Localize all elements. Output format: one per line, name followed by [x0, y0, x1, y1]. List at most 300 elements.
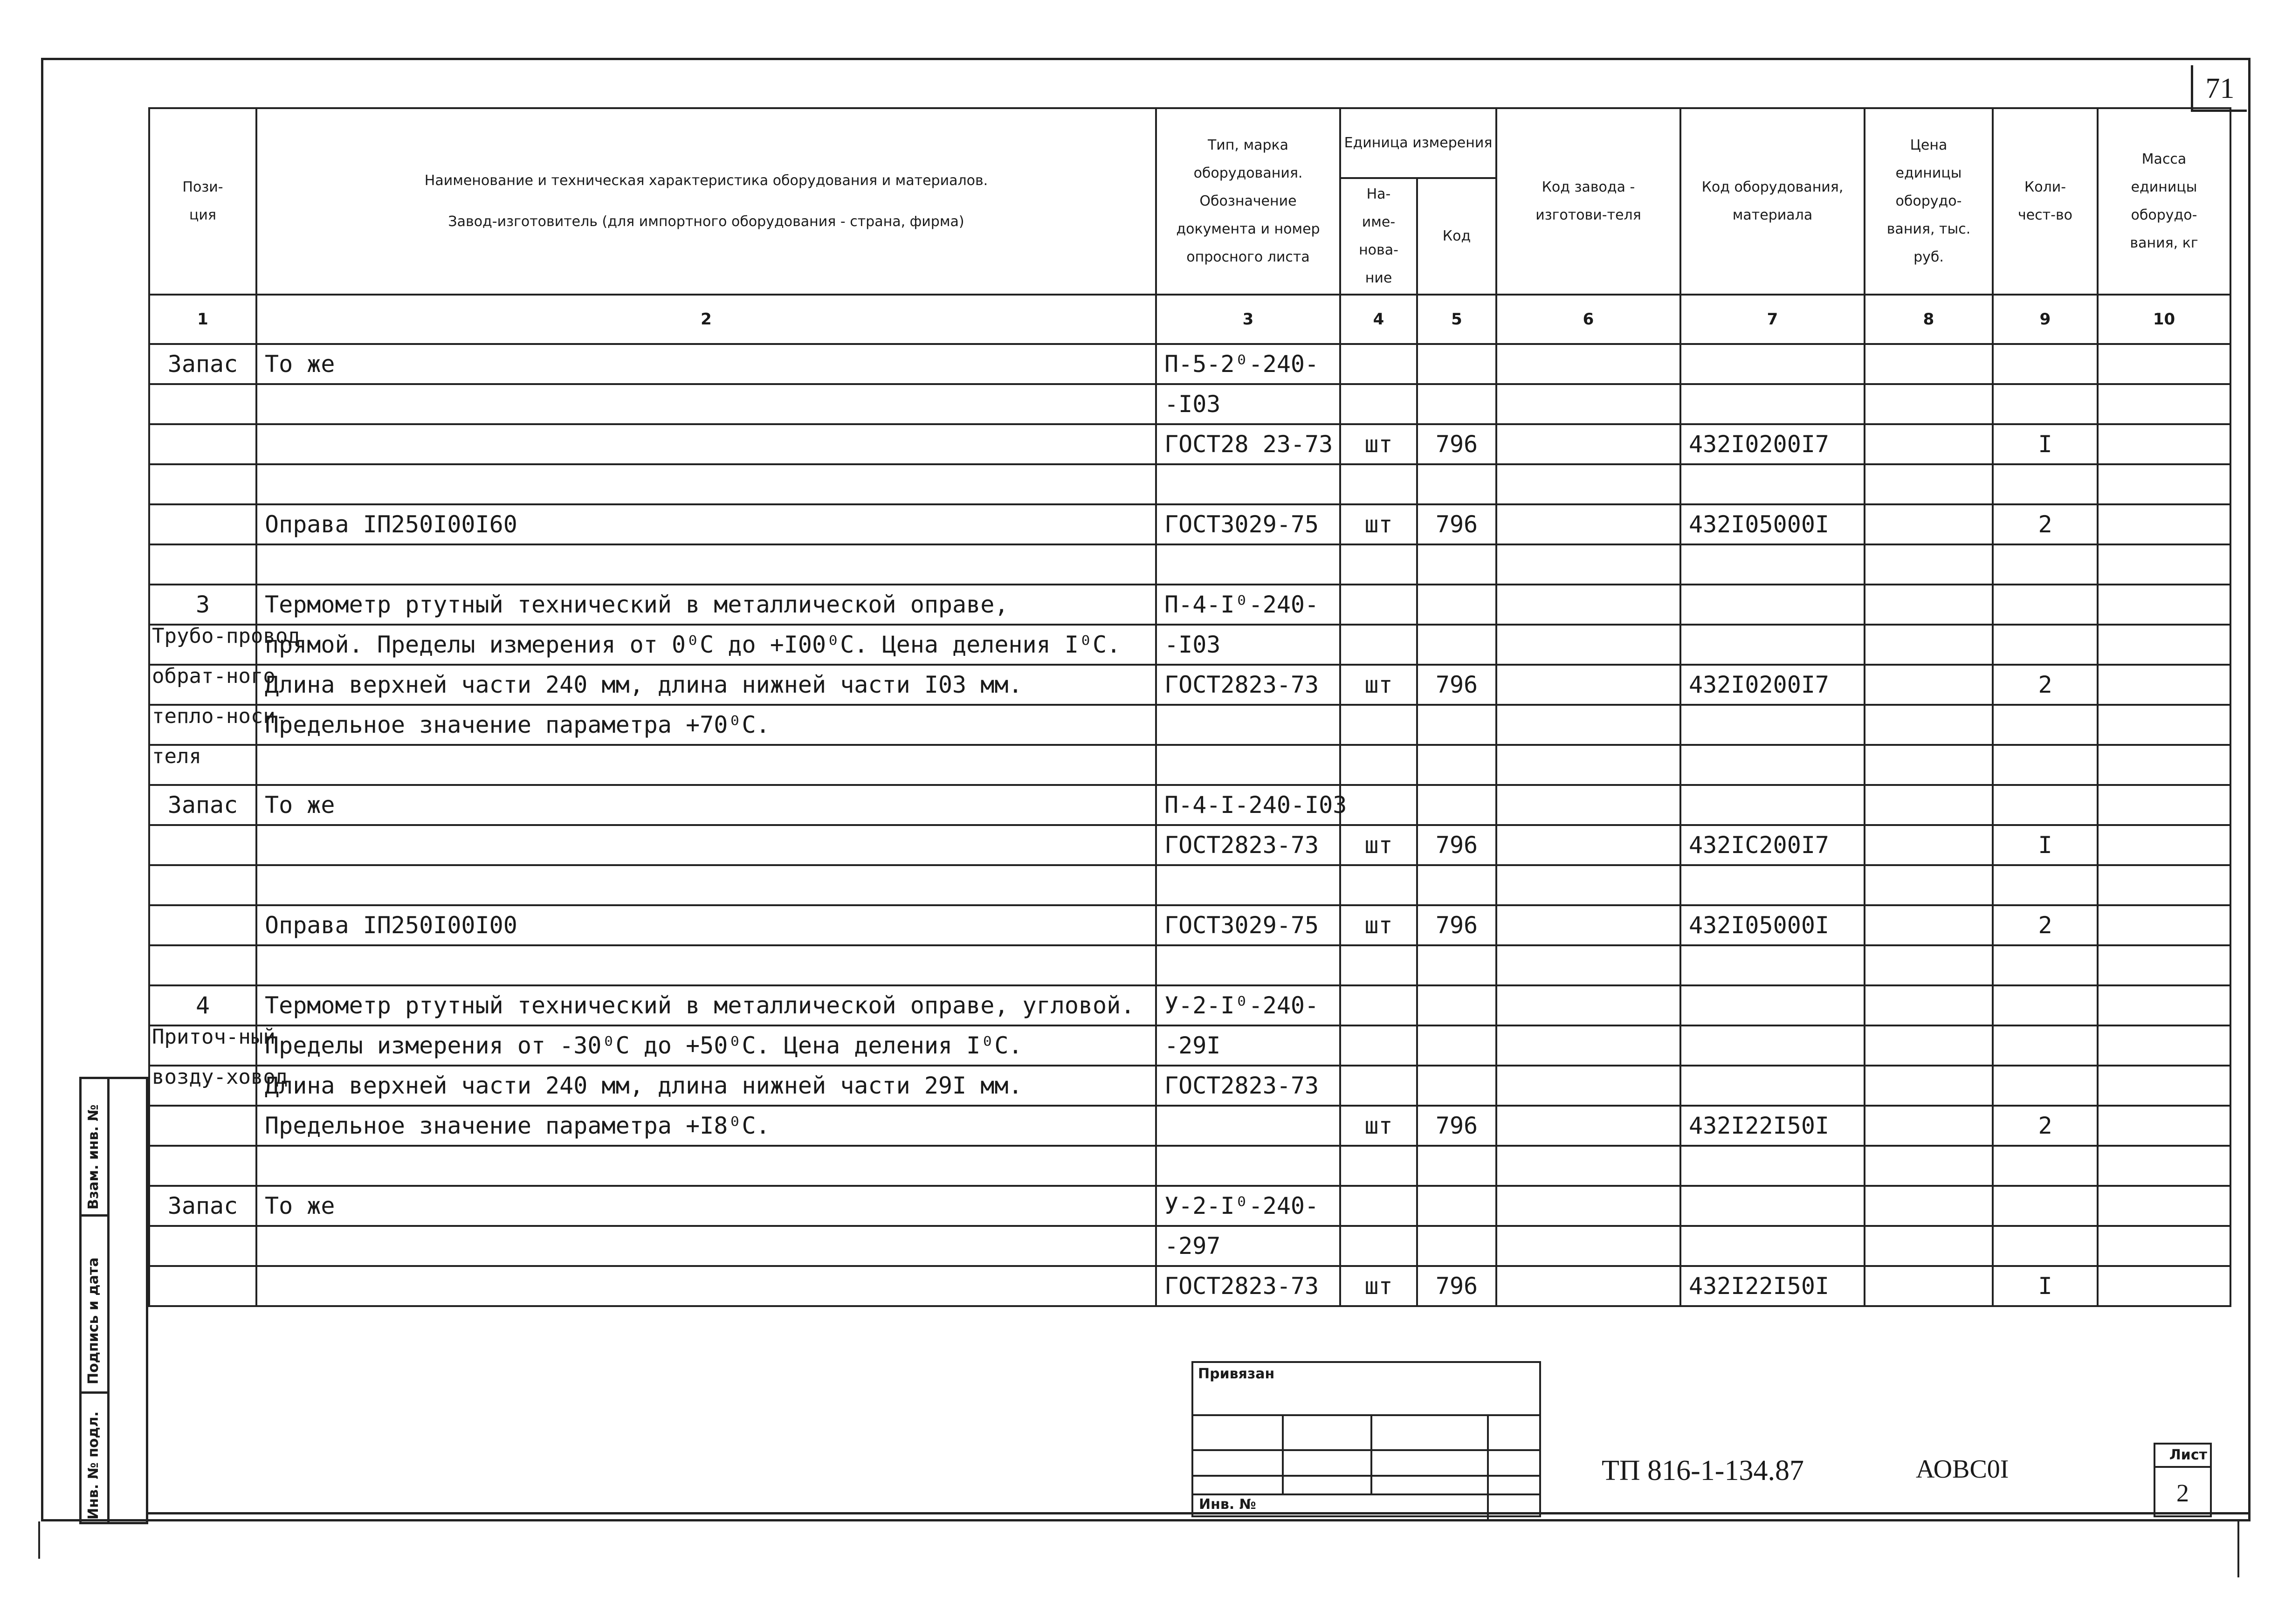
table-row [149, 1066, 2230, 1106]
unit-name-cell [1340, 1186, 1417, 1226]
name-cell [256, 865, 1156, 905]
table-row [149, 865, 2230, 905]
header-name-line2: Завод-изготовитель (для импортного оборудования - страна, фирма) [448, 213, 964, 230]
unit-code-cell [1417, 745, 1496, 785]
table-row [149, 825, 2230, 865]
unit-name-cell [1340, 585, 1417, 625]
quantity-cell [1993, 344, 2098, 384]
unit-code-cell: 796 [1417, 825, 1496, 865]
mass-cell [2098, 504, 2230, 544]
side-cell-replace [82, 1079, 110, 1214]
unit-code-cell [1417, 464, 1496, 504]
binding-stamp [1191, 1361, 1541, 1517]
type-cell: ГОСТ3029-75 [1156, 905, 1340, 945]
column-number-row [149, 295, 2230, 344]
type-cell: ГОСТ2823-73 [1156, 665, 1340, 705]
table-row [149, 945, 2230, 985]
unit-name-cell: шт [1340, 424, 1417, 464]
factory-code-cell [1496, 665, 1680, 705]
table-row [149, 1186, 2230, 1226]
factory-code-cell [1496, 705, 1680, 745]
unit-name-cell [1340, 1146, 1417, 1186]
stamp-title: Привязан [1198, 1366, 1275, 1382]
frame-tick [38, 1521, 40, 1559]
factory-code-cell [1496, 825, 1680, 865]
mass-cell [2098, 705, 2230, 745]
unit-code-cell: 796 [1417, 905, 1496, 945]
header-unit-group: Единица измерения [1340, 108, 1496, 178]
factory-code-cell [1496, 384, 1680, 424]
unit-name-cell [1340, 705, 1417, 745]
quantity-cell [1993, 985, 2098, 1025]
name-cell: То же [256, 1186, 1156, 1226]
table-row [149, 344, 2230, 384]
factory-code-cell [1496, 1146, 1680, 1186]
name-cell: То же [256, 785, 1156, 825]
header-mass: Масса единицы оборудо-вания, кг [2098, 108, 2230, 295]
name-cell: прямой. Пределы измерения от 0⁰С до +I00⁰С. Цена деления I⁰С. [256, 625, 1156, 665]
column-number: 6 [1496, 295, 1680, 344]
position-cell: 3 [149, 585, 256, 625]
unit-name-cell [1340, 464, 1417, 504]
name-cell: Пределы измерения от -30⁰С до +50⁰С. Цена деления I⁰С. [256, 1025, 1156, 1066]
stamp-inventory-label: Инв. № [1199, 1496, 1256, 1513]
name-cell: Термометр ртутный технический в металлической оправе, [256, 585, 1156, 625]
material-code-cell [1680, 745, 1865, 785]
quantity-cell: I [1993, 825, 2098, 865]
position-cell [149, 1266, 256, 1306]
factory-code-cell [1496, 1186, 1680, 1226]
material-code-cell: 432I05000I [1680, 504, 1865, 544]
factory-code-cell [1496, 1226, 1680, 1266]
header-unit-code: Код [1417, 178, 1496, 295]
table-row [149, 985, 2230, 1025]
mass-cell [2098, 1025, 2230, 1066]
side-stamp-strip [79, 1077, 148, 1524]
price-cell [1865, 544, 1993, 585]
material-code-cell: 432I0200I7 [1680, 424, 1865, 464]
quantity-cell [1993, 745, 2098, 785]
price-cell [1865, 344, 1993, 384]
mass-cell [2098, 945, 2230, 985]
column-number: 8 [1865, 295, 1993, 344]
material-code-cell [1680, 1186, 1865, 1226]
factory-code-cell [1496, 905, 1680, 945]
material-code-cell [1680, 945, 1865, 985]
mass-cell [2098, 1186, 2230, 1226]
name-cell: Предельное значение параметра +I8⁰С. [256, 1106, 1156, 1146]
name-cell [256, 1226, 1156, 1266]
factory-code-cell [1496, 785, 1680, 825]
mass-cell [2098, 985, 2230, 1025]
unit-code-cell [1417, 1146, 1496, 1186]
table-row [149, 585, 2230, 625]
price-cell [1865, 585, 1993, 625]
unit-code-cell [1417, 384, 1496, 424]
price-cell [1865, 1146, 1993, 1186]
table-row [149, 785, 2230, 825]
table-row [149, 665, 2230, 705]
price-cell [1865, 745, 1993, 785]
price-cell [1865, 1025, 1993, 1066]
position-cell [149, 865, 256, 905]
factory-code-cell [1496, 464, 1680, 504]
unit-name-cell [1340, 344, 1417, 384]
price-cell [1865, 825, 1993, 865]
price-cell [1865, 1186, 1993, 1226]
column-number: 4 [1340, 295, 1417, 344]
quantity-cell [1993, 384, 2098, 424]
quantity-cell: 2 [1993, 665, 2098, 705]
name-cell: Длина верхней части 240 мм, длина нижней части 29I мм. [256, 1066, 1156, 1106]
position-cell: обрат-ного [149, 665, 256, 705]
column-number: 1 [149, 295, 256, 344]
factory-code-cell [1496, 585, 1680, 625]
name-cell [256, 384, 1156, 424]
factory-code-cell [1496, 985, 1680, 1025]
header-price: Цена единицы оборудо-вания, тыс. руб. [1865, 108, 1993, 295]
factory-code-cell [1496, 1025, 1680, 1066]
name-cell [256, 825, 1156, 865]
quantity-cell [1993, 544, 2098, 585]
type-cell [1156, 865, 1340, 905]
unit-name-cell: шт [1340, 1266, 1417, 1306]
document-code: ТП 816-1-134.87 [1602, 1455, 1804, 1486]
stamp-line [1370, 1414, 1372, 1493]
price-cell [1865, 905, 1993, 945]
mass-cell [2098, 1266, 2230, 1306]
table-row [149, 1266, 2230, 1306]
type-cell [1156, 1146, 1340, 1186]
column-number: 9 [1993, 295, 2098, 344]
factory-code-cell [1496, 945, 1680, 985]
position-cell [149, 464, 256, 504]
type-cell [1156, 464, 1340, 504]
header-unit-name: На-име-нова-ние [1340, 178, 1417, 295]
side-cell-inventory [82, 1391, 110, 1522]
material-code-cell [1680, 1025, 1865, 1066]
unit-name-cell [1340, 1025, 1417, 1066]
type-cell [1156, 945, 1340, 985]
position-cell [149, 905, 256, 945]
unit-name-cell [1340, 865, 1417, 905]
factory-code-cell [1496, 344, 1680, 384]
unit-code-cell [1417, 544, 1496, 585]
price-cell [1865, 1266, 1993, 1306]
price-cell [1865, 384, 1993, 424]
side-label-signature: Подпись и дата [85, 1257, 102, 1384]
mass-cell [2098, 585, 2230, 625]
unit-code-cell: 796 [1417, 424, 1496, 464]
type-cell: У-2-I⁰-240- [1156, 985, 1340, 1025]
material-code-cell [1680, 384, 1865, 424]
material-code-cell [1680, 544, 1865, 585]
position-cell [149, 825, 256, 865]
unit-code-cell: 796 [1417, 1266, 1496, 1306]
sheet-number: 2 [2176, 1479, 2189, 1507]
header-position: Пози- ция [149, 108, 256, 295]
name-cell [256, 745, 1156, 785]
unit-code-cell [1417, 344, 1496, 384]
stamp-line [1487, 1414, 1489, 1519]
name-cell: Оправа IП250I00I00 [256, 905, 1156, 945]
price-cell [1865, 1226, 1993, 1266]
quantity-cell [1993, 1186, 2098, 1226]
sheet-label: Лист [2155, 1445, 2210, 1468]
quantity-cell [1993, 625, 2098, 665]
mass-cell [2098, 1146, 2230, 1186]
column-number: 2 [256, 295, 1156, 344]
unit-name-cell [1340, 745, 1417, 785]
unit-code-cell [1417, 1066, 1496, 1106]
name-cell: То же [256, 344, 1156, 384]
frame-tick [2237, 1521, 2239, 1577]
quantity-cell [1993, 1226, 2098, 1266]
position-cell: возду-ховод [149, 1066, 256, 1106]
material-code-cell [1680, 785, 1865, 825]
unit-code-cell [1417, 1226, 1496, 1266]
name-cell [256, 424, 1156, 464]
mass-cell [2098, 865, 2230, 905]
material-code-cell [1680, 585, 1865, 625]
mass-cell [2098, 905, 2230, 945]
table-row [149, 384, 2230, 424]
material-code-cell [1680, 865, 1865, 905]
type-cell: -I03 [1156, 384, 1340, 424]
position-cell [149, 1226, 256, 1266]
material-code-cell [1680, 344, 1865, 384]
price-cell [1865, 865, 1993, 905]
unit-code-cell: 796 [1417, 665, 1496, 705]
equipment-specification-table [148, 107, 2231, 1307]
type-cell [1156, 705, 1340, 745]
unit-code-cell [1417, 585, 1496, 625]
name-cell: Предельное значение параметра +70⁰С. [256, 705, 1156, 745]
price-cell [1865, 665, 1993, 705]
mass-cell [2098, 1066, 2230, 1106]
quantity-cell: 2 [1993, 504, 2098, 544]
type-cell: П-4-I-240-I03 [1156, 785, 1340, 825]
quantity-cell [1993, 585, 2098, 625]
column-number: 3 [1156, 295, 1340, 344]
type-cell: ГОСТ3029-75 [1156, 504, 1340, 544]
mass-cell [2098, 544, 2230, 585]
quantity-cell [1993, 705, 2098, 745]
unit-code-cell [1417, 985, 1496, 1025]
type-cell [1156, 1106, 1340, 1146]
unit-name-cell [1340, 544, 1417, 585]
material-code-cell [1680, 1226, 1865, 1266]
quantity-cell [1993, 865, 2098, 905]
name-cell [256, 1266, 1156, 1306]
unit-name-cell: шт [1340, 825, 1417, 865]
table-row [149, 705, 2230, 745]
table-row [149, 424, 2230, 464]
price-cell [1865, 424, 1993, 464]
table-row [149, 1226, 2230, 1266]
table-row [149, 464, 2230, 504]
mass-cell [2098, 384, 2230, 424]
price-cell [1865, 1066, 1993, 1106]
table-row [149, 625, 2230, 665]
material-code-cell [1680, 1066, 1865, 1106]
table-row [149, 905, 2230, 945]
unit-code-cell [1417, 625, 1496, 665]
table-row [149, 504, 2230, 544]
factory-code-cell [1496, 625, 1680, 665]
quantity-cell: 2 [1993, 905, 2098, 945]
price-cell [1865, 1106, 1993, 1146]
type-cell: -29I [1156, 1025, 1340, 1066]
table-row [149, 1106, 2230, 1146]
column-number: 7 [1680, 295, 1865, 344]
table-row [149, 1146, 2230, 1186]
material-code-cell: 432I22I50I [1680, 1266, 1865, 1306]
mass-cell [2098, 424, 2230, 464]
name-cell [256, 544, 1156, 585]
position-cell [149, 504, 256, 544]
factory-code-cell [1496, 1106, 1680, 1146]
mass-cell [2098, 464, 2230, 504]
unit-name-cell [1340, 985, 1417, 1025]
material-code-cell [1680, 625, 1865, 665]
position-cell: Запас [149, 785, 256, 825]
price-cell [1865, 464, 1993, 504]
type-cell: ГОСТ2823-73 [1156, 825, 1340, 865]
unit-code-cell: 796 [1417, 1106, 1496, 1146]
factory-code-cell [1496, 544, 1680, 585]
factory-code-cell [1496, 424, 1680, 464]
position-cell [149, 1146, 256, 1186]
table-body [149, 295, 2230, 1306]
mass-cell [2098, 745, 2230, 785]
type-cell: У-2-I⁰-240- [1156, 1186, 1340, 1226]
side-cell-signature [82, 1214, 110, 1391]
type-cell: ГОСТ2823-73 [1156, 1266, 1340, 1306]
header-material-code: Код оборудования, материала [1680, 108, 1865, 295]
type-cell: П-5-2⁰-240- [1156, 344, 1340, 384]
unit-name-cell: шт [1340, 665, 1417, 705]
position-cell: Приточ-ный [149, 1025, 256, 1066]
header-factory-code: Код завода - изготови-теля [1496, 108, 1680, 295]
price-cell [1865, 625, 1993, 665]
unit-code-cell: 796 [1417, 504, 1496, 544]
price-cell [1865, 945, 1993, 985]
quantity-cell: I [1993, 1266, 2098, 1306]
unit-code-cell [1417, 1025, 1496, 1066]
name-cell: Длина верхней части 240 мм, длина нижней части I03 мм. [256, 665, 1156, 705]
mass-cell [2098, 1226, 2230, 1266]
material-code-cell [1680, 464, 1865, 504]
quantity-cell: 2 [1993, 1106, 2098, 1146]
sheet-number-box [2154, 1443, 2212, 1517]
name-cell: Оправа IП250I00I60 [256, 504, 1156, 544]
position-cell: Запас [149, 344, 256, 384]
material-code-cell: 432I22I50I [1680, 1106, 1865, 1146]
stamp-line [1282, 1414, 1284, 1493]
unit-name-cell: шт [1340, 905, 1417, 945]
unit-name-cell: шт [1340, 1106, 1417, 1146]
side-label-inventory: Инв. № подл. [85, 1411, 102, 1520]
position-cell: теля [149, 745, 256, 785]
side-label-replace: Взам. инв. № [85, 1104, 102, 1210]
page-number-top: 71 [2191, 65, 2247, 112]
factory-code-cell [1496, 745, 1680, 785]
position-cell: тепло-носи- [149, 705, 256, 745]
type-cell [1156, 544, 1340, 585]
name-cell: Термометр ртутный технический в металлической оправе, угловой. [256, 985, 1156, 1025]
mass-cell [2098, 825, 2230, 865]
type-cell: -297 [1156, 1226, 1340, 1266]
table-row [149, 745, 2230, 785]
name-cell [256, 464, 1156, 504]
price-cell [1865, 705, 1993, 745]
unit-code-cell [1417, 1186, 1496, 1226]
factory-code-cell [1496, 1066, 1680, 1106]
quantity-cell [1993, 464, 2098, 504]
price-cell [1865, 985, 1993, 1025]
type-cell: ГОСТ2823-73 [1156, 1066, 1340, 1106]
type-cell [1156, 745, 1340, 785]
quantity-cell [1993, 785, 2098, 825]
price-cell [1865, 504, 1993, 544]
material-code-cell: 432IC200I7 [1680, 825, 1865, 865]
position-cell [149, 945, 256, 985]
unit-name-cell [1340, 945, 1417, 985]
table-row [149, 544, 2230, 585]
quantity-cell [1993, 1146, 2098, 1186]
quantity-cell [1993, 945, 2098, 985]
factory-code-cell [1496, 1266, 1680, 1306]
unit-name-cell: шт [1340, 504, 1417, 544]
type-cell: П-4-I⁰-240- [1156, 585, 1340, 625]
document-section: АОВС0I [1916, 1455, 2009, 1484]
table-row [149, 1025, 2230, 1066]
factory-code-cell [1496, 504, 1680, 544]
mass-cell [2098, 1106, 2230, 1146]
mass-cell [2098, 625, 2230, 665]
header-quantity: Коли-чест-во [1993, 108, 2098, 295]
name-cell [256, 1146, 1156, 1186]
column-number: 5 [1417, 295, 1496, 344]
unit-name-cell [1340, 625, 1417, 665]
unit-name-cell [1340, 1226, 1417, 1266]
material-code-cell: 432I05000I [1680, 905, 1865, 945]
material-code-cell [1680, 1146, 1865, 1186]
mass-cell [2098, 665, 2230, 705]
column-number: 10 [2098, 295, 2230, 344]
material-code-cell [1680, 985, 1865, 1025]
position-cell [149, 424, 256, 464]
position-cell [149, 544, 256, 585]
unit-name-cell [1340, 1066, 1417, 1106]
unit-code-cell [1417, 945, 1496, 985]
quantity-cell: I [1993, 424, 2098, 464]
header-name-line1: Наименование и техническая характеристика оборудования и материалов. [424, 172, 988, 189]
unit-code-cell [1417, 865, 1496, 905]
material-code-cell [1680, 705, 1865, 745]
position-cell [149, 1106, 256, 1146]
mass-cell [2098, 785, 2230, 825]
position-cell [149, 384, 256, 424]
position-cell: 4 [149, 985, 256, 1025]
position-cell: Трубо-провод [149, 625, 256, 665]
unit-name-cell [1340, 785, 1417, 825]
factory-code-cell [1496, 865, 1680, 905]
header-type: Тип, марка оборудования. Обозначение документа и номер опросного листа [1156, 108, 1340, 295]
header-name [256, 108, 1156, 295]
quantity-cell [1993, 1066, 2098, 1106]
